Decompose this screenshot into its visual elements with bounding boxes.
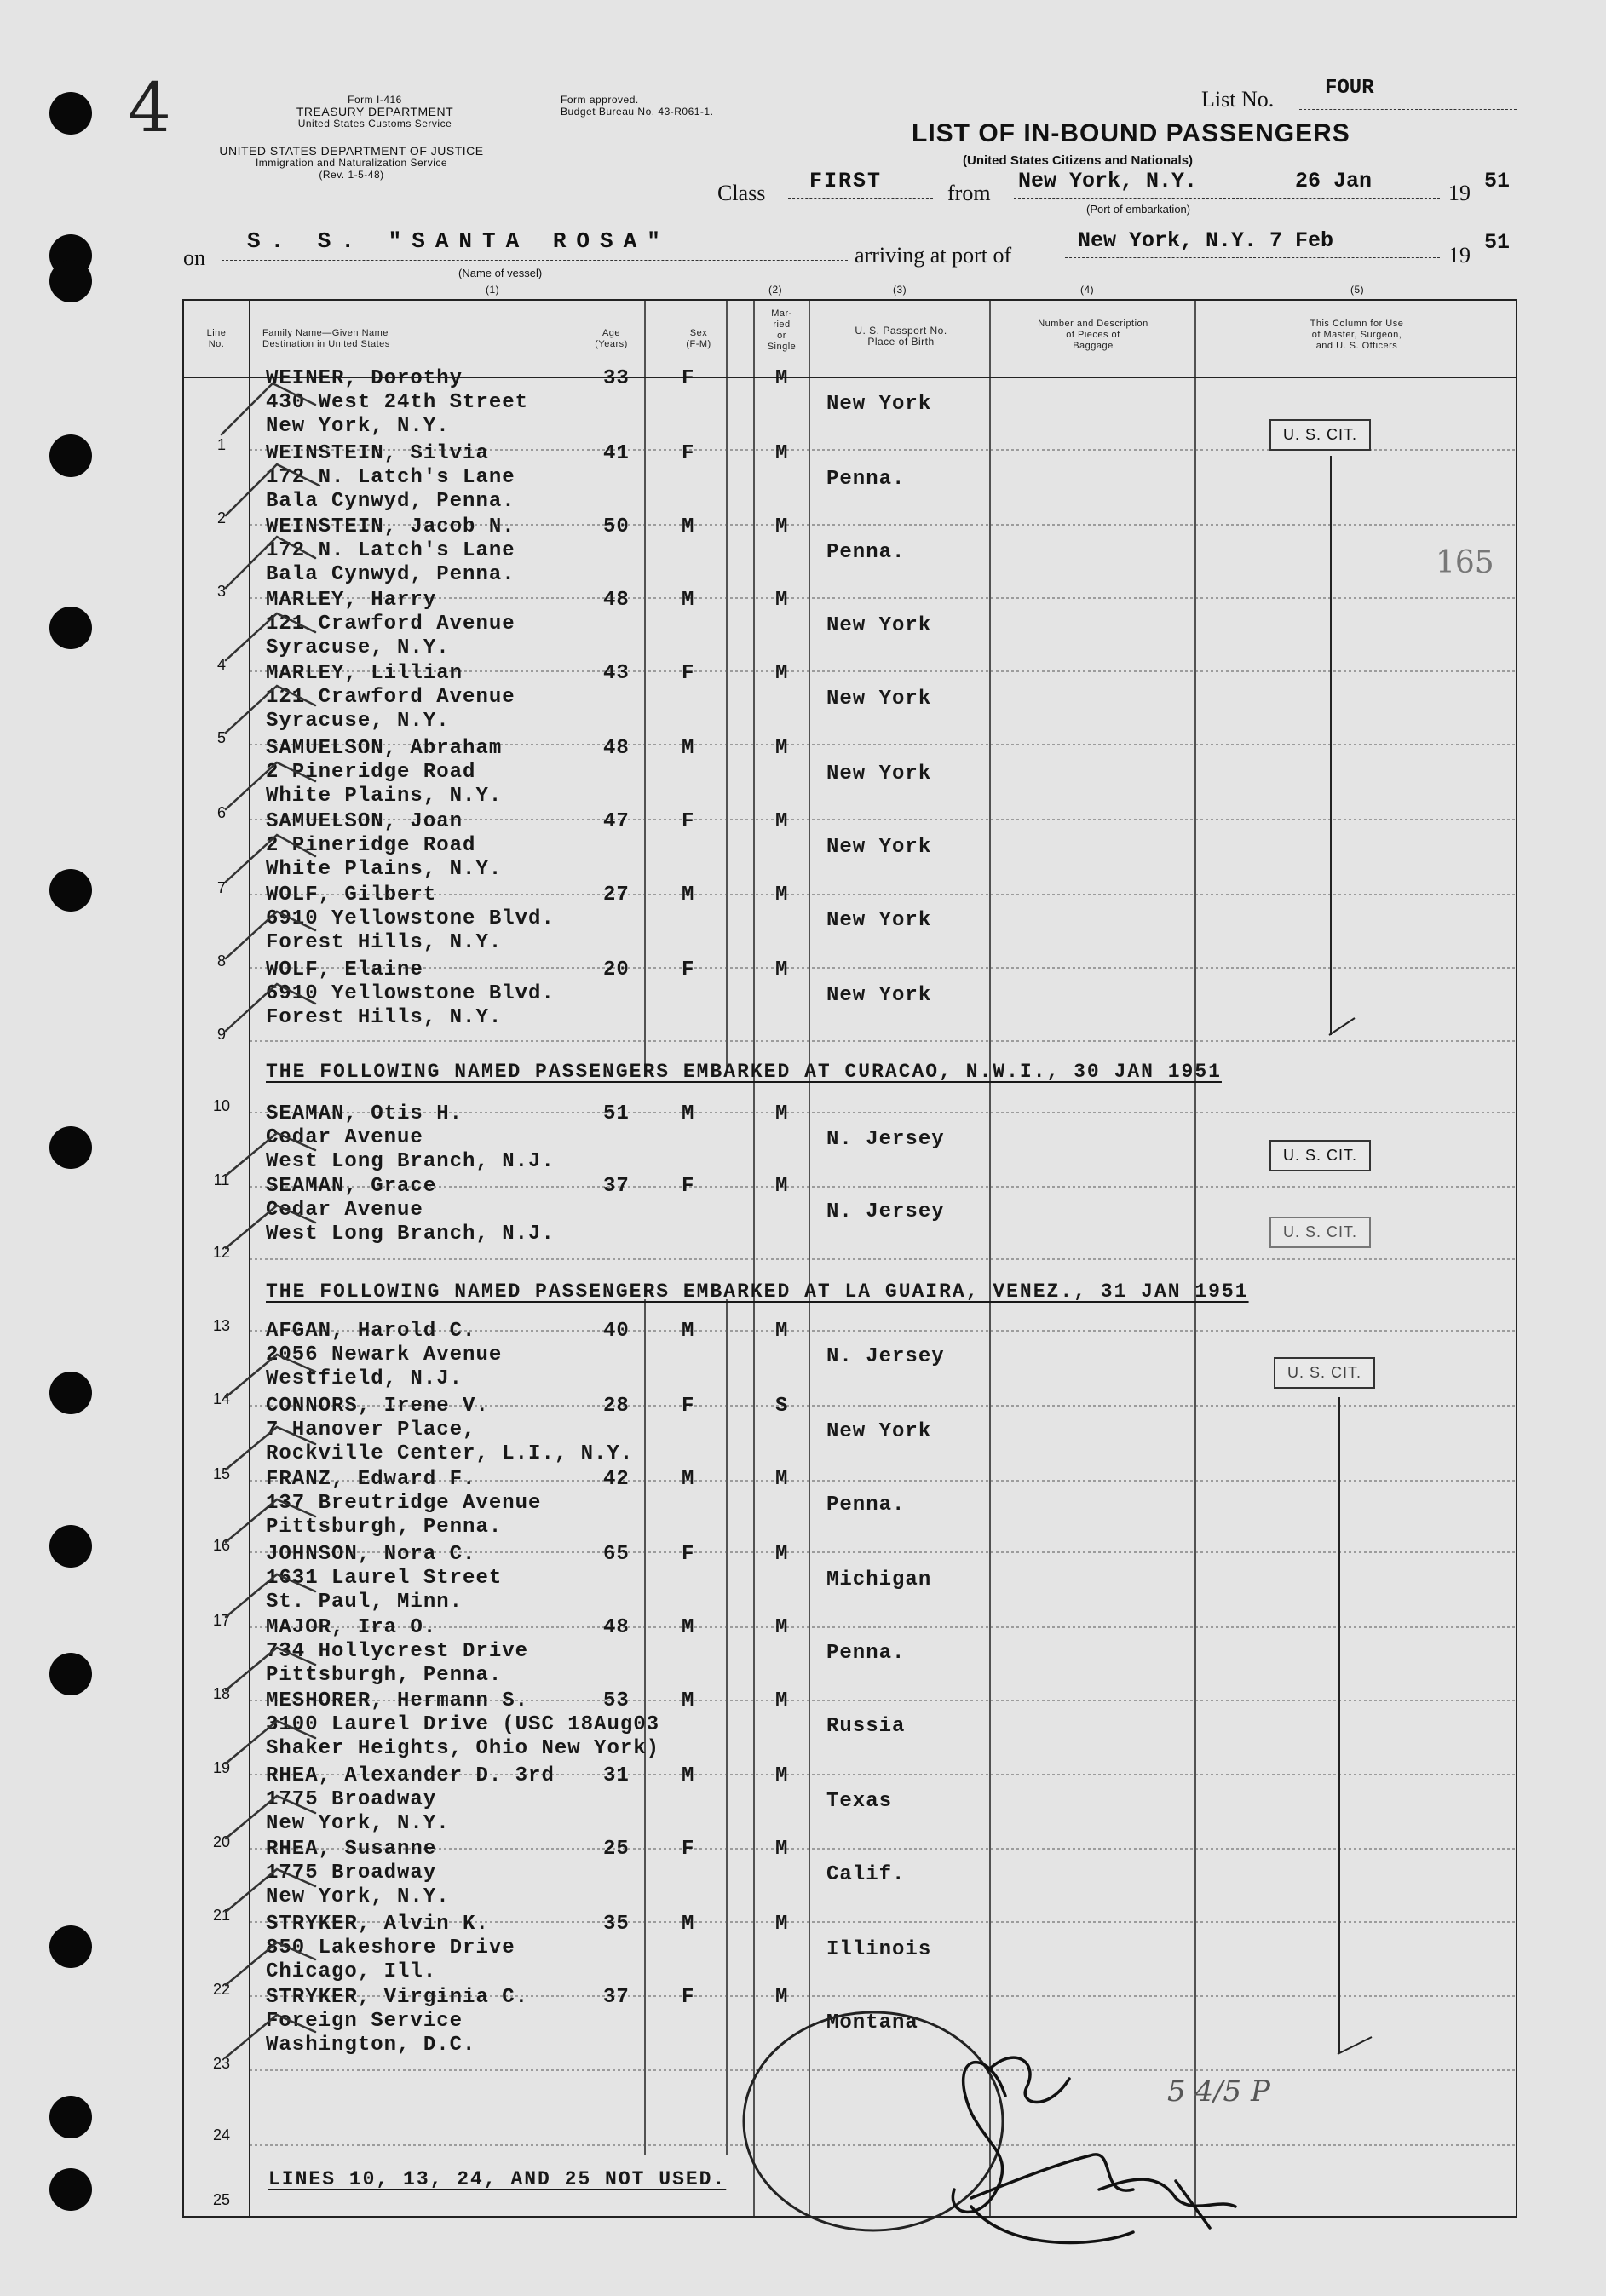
list-no-label: List No. [1201,87,1275,112]
passenger-name: WEINER, Dorothy [266,367,463,390]
passenger-name: RHEA, Alexander D. 3rd [266,1764,555,1787]
budget-bureau: Budget Bureau No. 43-R061-1. [561,106,714,118]
class-value: FIRST [809,169,883,193]
passenger-city: White Plains, N.Y. [266,785,503,808]
form-approved-line: Form approved. [561,94,639,106]
passenger-name: SEAMAN, Otis H. [266,1102,463,1125]
line-number: 4 [216,656,226,673]
passenger-name: MESHORER, Hermann S. [266,1689,529,1712]
passenger-city: Forest Hills, N.Y. [266,1006,503,1029]
passenger-marital: M [775,1175,789,1198]
bracket-line [1338,1397,1340,2053]
arriving-label: arriving at port of [855,243,1012,268]
port-caption: (Port of embarkation) [1086,203,1191,216]
passenger-name: SAMUELSON, Joan [266,810,463,833]
bracket-end [1329,2032,1380,2066]
passenger-birthplace: New York [826,762,932,785]
passenger-name: SAMUELSON, Abraham [266,737,503,760]
passenger-name: STRYKER, Alvin K. [266,1913,489,1936]
passenger-marital: M [775,442,789,465]
passenger-birthplace: Calif. [826,1863,906,1886]
passenger-sex: F [682,367,695,390]
passenger-city: St. Paul, Minn. [266,1591,463,1614]
passenger-name: AFGAN, Harold C. [266,1320,476,1343]
passenger-age: 48 [603,737,630,760]
passenger-address: 121 Crawford Avenue [266,613,515,636]
passenger-name: WOLF, Elaine [266,958,423,981]
passenger-age: 40 [603,1320,630,1343]
list-no-value: FOUR [1325,77,1374,100]
passenger-age: 31 [603,1764,630,1787]
passenger-age: 28 [603,1395,630,1418]
line-number: 7 [216,879,226,896]
passenger-birthplace: New York [826,1420,932,1443]
line-number: 6 [216,804,226,821]
line-number: 15 [212,1465,231,1482]
line-number: 1 [216,436,226,453]
line-number: 20 [212,1833,231,1850]
passenger-birthplace: N. Jersey [826,1128,945,1151]
passenger-birthplace: Penna. [826,1493,906,1516]
col-num-4: (4) [1080,284,1095,296]
departure-date: 26 Jan [1295,169,1373,193]
line-number: 8 [216,952,226,970]
passenger-birthplace: New York [826,393,932,416]
passenger-city: Rockville Center, L.I., N.Y. [266,1442,634,1465]
bracket-end [1321,1014,1363,1048]
from-label: from [947,181,991,205]
line-number: 16 [212,1537,231,1554]
passenger-city: New York, N.Y. [266,1812,450,1835]
passenger-address: 1775 Broadway [266,1862,437,1885]
passenger-name: MARLEY, Harry [266,589,437,612]
passenger-name: STRYKER, Virginia C. [266,1986,529,2009]
passenger-address: 137 Breutridge Avenue [266,1492,542,1515]
passenger-marital: M [775,1468,789,1491]
unused-lines-note: LINES 10, 13, 24, AND 25 NOT USED. [268,2168,727,2190]
passenger-marital: M [775,515,789,538]
col-sex: Sex (F-M) [686,328,711,349]
line-number: 5 [216,729,226,746]
passenger-birthplace: Penna. [826,1642,906,1665]
line-number: 11 [213,1171,230,1188]
vessel-name: S. S. "SANTA ROSA" [247,228,671,254]
passenger-birthplace: N. Jersey [826,1345,945,1368]
passenger-age: 53 [603,1689,630,1712]
passenger-birthplace: Montana [826,2011,918,2034]
passenger-birthplace: Michigan [826,1568,932,1591]
bracket-line [1330,456,1332,1035]
passenger-address: Cedar Avenue [266,1199,423,1222]
passenger-city: Shaker Heights, Ohio New York) [266,1737,660,1760]
passenger-sex: F [682,1838,695,1861]
passenger-address: 1631 Laurel Street [266,1567,503,1590]
passenger-birthplace: New York [826,909,932,932]
passenger-sex: M [682,1689,695,1712]
passenger-name: WEINSTEIN, Jacob N. [266,515,515,538]
passenger-city: Washington, D.C. [266,2034,476,2057]
passenger-sex: F [682,958,695,981]
passenger-name: JOHNSON, Nora C. [266,1543,476,1566]
year-prefix: 19 [1448,181,1471,205]
passenger-age: 20 [603,958,630,981]
passenger-city: Bala Cynwyd, Penna. [266,563,515,586]
passenger-sex: M [682,1764,695,1787]
col-num-1: (1) [486,284,500,296]
passenger-birthplace: Texas [826,1790,893,1813]
passenger-sex: M [682,589,695,612]
passenger-sex: F [682,662,695,685]
passenger-name: WOLF, Gilbert [266,883,437,906]
passenger-birthplace: Penna. [826,468,906,491]
passenger-sex: F [682,442,695,465]
departure-year: 51 [1484,169,1511,193]
official-seal-signature [733,1994,1329,2266]
passenger-marital: M [775,367,789,390]
passenger-marital: M [775,1986,789,2009]
margin-mark: 4 [128,68,171,147]
col-officers: This Column for Use of Master, Surgeon, and U. S. Officers [1310,319,1404,351]
passenger-age: 48 [603,1616,630,1639]
passenger-address: Foreign Service [266,2010,463,2033]
passenger-age: 41 [603,442,630,465]
col-name: Family Name—Given Name Destination in United States [262,328,390,349]
passenger-address: 6910 Yellowstone Blvd. [266,982,555,1005]
passenger-name: WEINSTEIN, Silvia [266,442,489,465]
line-number: 2 [216,509,226,527]
line-number: 21 [212,1907,231,1924]
passenger-sex: F [682,810,695,833]
ins-service: Immigration and Naturalization Service [255,157,448,169]
passenger-city: Forest Hills, N.Y. [266,931,503,954]
line-number: 10 [212,1097,231,1114]
us-citizen-stamp: U. S. CIT. [1269,1140,1371,1171]
check-marks [213,366,366,1065]
us-citizen-stamp: U. S. CIT. [1269,1217,1371,1248]
line-number: 3 [216,583,226,600]
line-number: 22 [212,1981,231,1998]
customs-service: United States Customs Service [297,118,452,129]
on-label: on [183,245,205,270]
passenger-city: Syracuse, N.Y. [266,636,450,659]
passenger-city: West Long Branch, N.J. [266,1223,555,1246]
passenger-address: 172 N. Latch's Lane [266,539,515,562]
passenger-address: 734 Hollycrest Drive [266,1640,529,1663]
arrival-port-date: New York, N.Y. 7 Feb [1078,228,1334,253]
passenger-address: 3100 Laurel Drive (USC 18Aug03 [266,1713,660,1736]
line-number: 24 [212,2126,231,2144]
passenger-age: 25 [603,1838,630,1861]
us-citizen-stamp: U. S. CIT. [1274,1357,1375,1389]
passenger-name: FRANZ, Edward F. [266,1468,476,1491]
passenger-age: 35 [603,1913,630,1936]
handwritten-annotation: 5 4/5 P [1167,2074,1270,2109]
passenger-sex: F [682,1395,695,1418]
passenger-birthplace: New York [826,836,932,859]
form-number: Form I-416 [348,94,402,106]
passenger-name: RHEA, Susanne [266,1838,437,1861]
passenger-city: Pittsburgh, Penna. [266,1516,503,1539]
passenger-address: 850 Lakeshore Drive [266,1936,515,1959]
col-married: Mar- ried or Single [767,308,797,352]
passenger-address: 2 Pineridge Road [266,761,476,784]
passenger-marital: M [775,1838,789,1861]
revision: (Rev. 1-5-48) [319,169,384,181]
line-number: 23 [212,2055,231,2072]
passenger-marital: M [775,1913,789,1936]
passenger-address: 7 Hanover Place, [266,1418,476,1441]
passenger-marital: M [775,1320,789,1343]
passenger-age: 51 [603,1102,630,1125]
passenger-address: 172 N. Latch's Lane [266,466,515,489]
passenger-address: 1775 Broadway [266,1788,437,1811]
passenger-marital: M [775,1543,789,1566]
from-value: New York, N.Y. [1018,169,1198,193]
passenger-age: 47 [603,810,630,833]
passenger-city: Chicago, Ill. [266,1960,437,1983]
class-label: Class [717,181,766,205]
passenger-address: Cedar Avenue [266,1126,423,1149]
passenger-name: CONNORS, Irene V. [266,1395,489,1418]
passenger-age: 43 [603,662,630,685]
passenger-birthplace: Illinois [826,1938,932,1961]
embarkation-note: THE FOLLOWING NAMED PASSENGERS EMBARKED AT CURACAO, N.W.I., 30 JAN 1951 [266,1061,1222,1083]
vessel-caption: (Name of vessel) [458,267,543,279]
passenger-sex: M [682,1468,695,1491]
line-number: 18 [212,1685,231,1702]
us-citizen-stamp: U. S. CIT. [1269,419,1371,451]
passenger-birthplace: Russia [826,1715,906,1738]
passenger-address: 2 Pineridge Road [266,834,476,857]
passenger-city: West Long Branch, N.J. [266,1150,555,1173]
margin-number: 165 [1436,545,1494,580]
col-passport: U. S. Passport No. Place of Birth [855,325,947,348]
col-baggage: Number and Description of Pieces of Baggage [1038,319,1148,351]
passenger-birthplace: New York [826,614,932,637]
passenger-marital: M [775,662,789,685]
treasury-dept: TREASURY DEPARTMENT [296,105,454,118]
passenger-address: 121 Crawford Avenue [266,686,515,709]
passenger-sex: M [682,1616,695,1639]
passenger-city: Syracuse, N.Y. [266,710,450,733]
passenger-sex: M [682,883,695,906]
passenger-birthplace: New York [826,984,932,1007]
justice-dept: UNITED STATES DEPARTMENT OF JUSTICE [219,144,484,158]
passenger-city: Pittsburgh, Penna. [266,1664,503,1687]
line-number: 19 [212,1759,231,1776]
passenger-marital: M [775,737,789,760]
check-marks [213,1125,366,2079]
passenger-city: New York, N.Y. [266,415,450,438]
passenger-marital: M [775,883,789,906]
passenger-age: 50 [603,515,630,538]
form-title: LIST OF IN-BOUND PASSENGERS [912,119,1350,147]
passenger-sex: M [682,1102,695,1125]
embarkation-note: THE FOLLOWING NAMED PASSENGERS EMBARKED AT LA GUAIRA, VENEZ., 31 JAN 1951 [266,1280,1249,1303]
col-age: Age (Years) [595,328,628,349]
passenger-address: 2056 Newark Avenue [266,1344,503,1367]
passenger-city: White Plains, N.Y. [266,858,503,881]
passenger-sex: F [682,1175,695,1198]
col-num-5: (5) [1350,284,1365,296]
col-line-no: Line No. [206,328,227,349]
form-subtitle: (United States Citizens and Nationals) [963,153,1194,168]
passenger-marital: M [775,1689,789,1712]
passenger-age: 33 [603,367,630,390]
passenger-age: 27 [603,883,630,906]
passenger-marital: M [775,1102,789,1125]
passenger-age: 37 [603,1175,630,1198]
passenger-age: 48 [603,589,630,612]
passenger-name: MAJOR, Ira O. [266,1616,437,1639]
passenger-birthplace: New York [826,688,932,711]
passenger-city: Bala Cynwyd, Penna. [266,490,515,513]
passenger-address: 430 West 24th Street [266,391,529,414]
line-number: 17 [212,1612,231,1629]
passenger-sex: M [682,1913,695,1936]
passenger-sex: F [682,1543,695,1566]
passenger-marital: M [775,589,789,612]
passenger-marital: S [775,1395,789,1418]
passenger-address: 6910 Yellowstone Blvd. [266,907,555,930]
line-number: 13 [212,1317,231,1334]
passenger-marital: M [775,810,789,833]
line-number: 14 [212,1390,231,1407]
passenger-marital: M [775,1616,789,1639]
line-number: 9 [216,1026,226,1043]
passenger-age: 42 [603,1468,630,1491]
passenger-name: SEAMAN, Grace [266,1175,437,1198]
passenger-birthplace: N. Jersey [826,1200,945,1223]
passenger-name: MARLEY, Lillian [266,662,463,685]
col-num-3: (3) [893,284,907,296]
passenger-marital: M [775,958,789,981]
passenger-age: 65 [603,1543,630,1566]
passenger-city: New York, N.Y. [266,1885,450,1908]
passenger-sex: M [682,1320,695,1343]
col-num-2: (2) [768,284,783,296]
line-number: 25 [212,2191,231,2208]
passenger-sex: M [682,737,695,760]
passenger-city: Westfield, N.J. [266,1367,463,1390]
passenger-marital: M [775,1764,789,1787]
passenger-sex: F [682,1986,695,2009]
arrival-year-prefix: 19 [1448,243,1471,268]
passenger-birthplace: Penna. [826,541,906,564]
arrival-year: 51 [1484,230,1511,255]
passenger-sex: M [682,515,695,538]
line-number: 12 [212,1244,231,1261]
passenger-age: 37 [603,1986,630,2009]
